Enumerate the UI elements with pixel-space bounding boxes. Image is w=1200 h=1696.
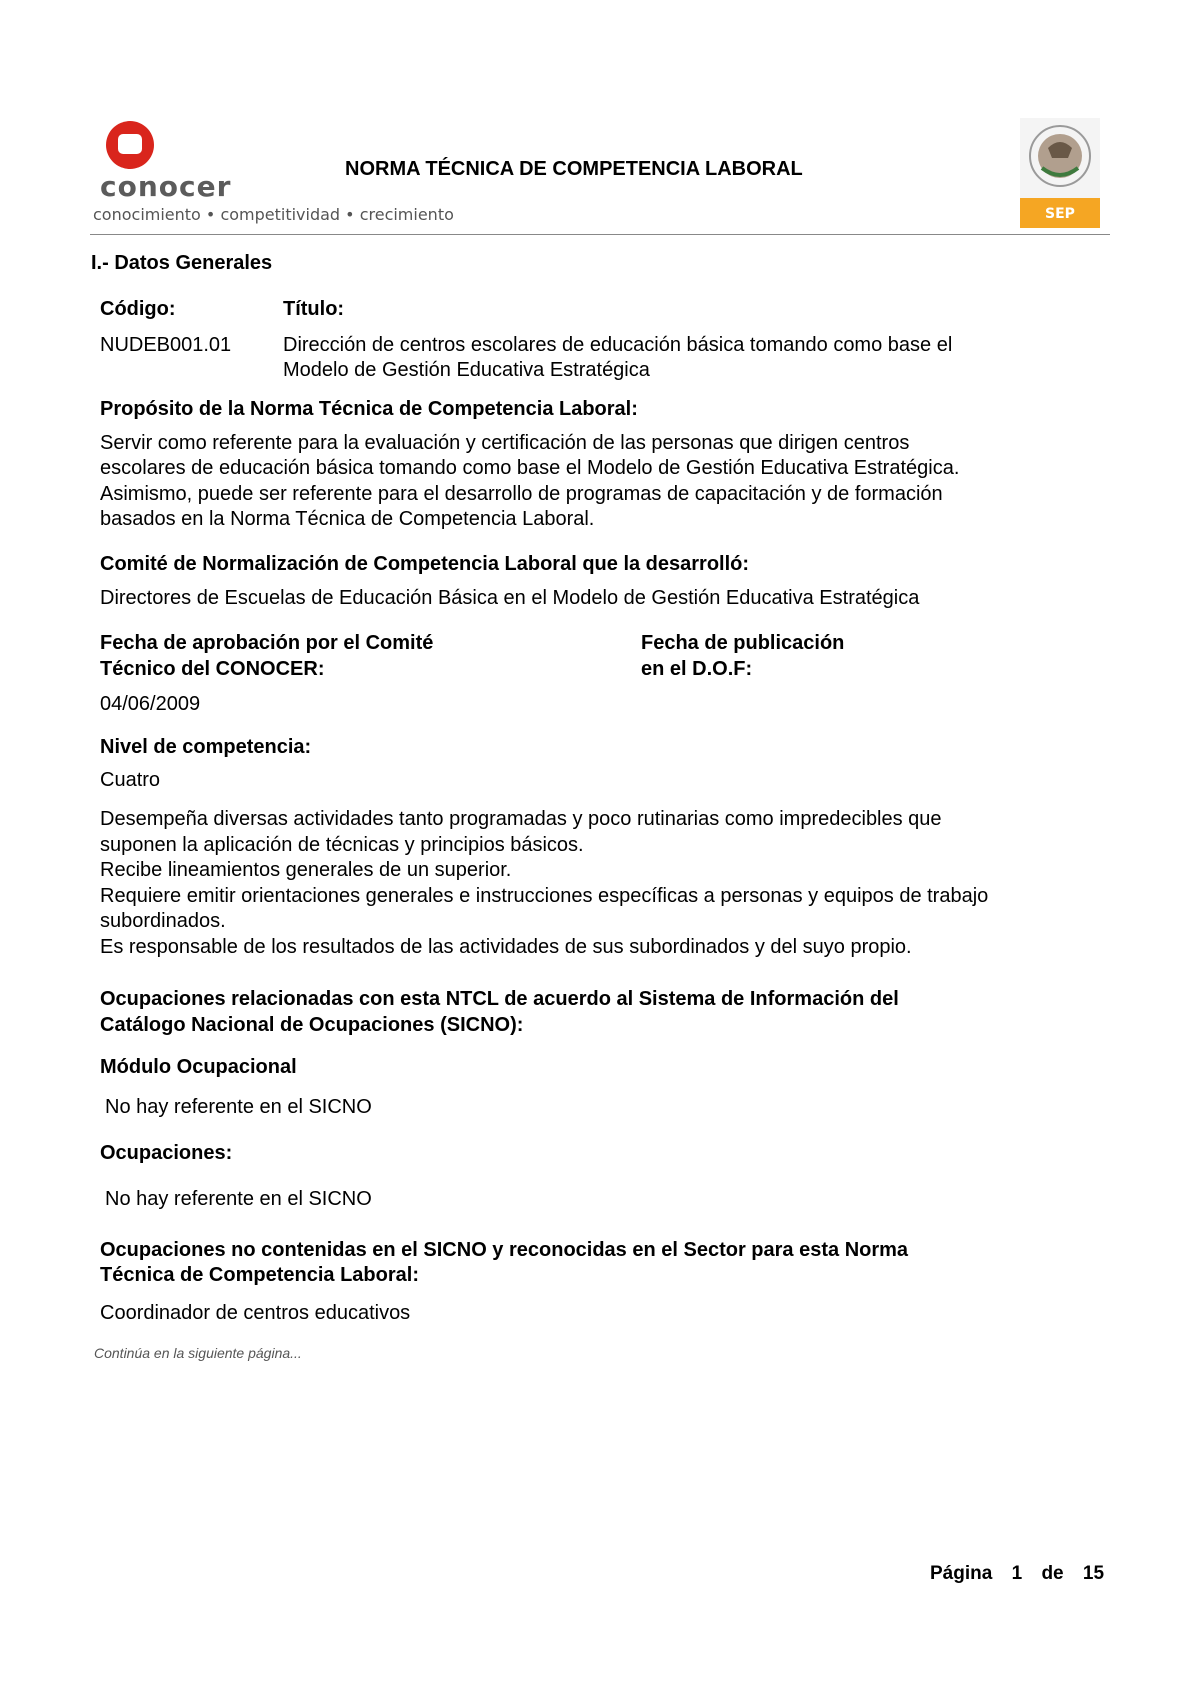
ocupaciones-no-contenidas-label-line-1: Ocupaciones no contenidas en el SICNO y reconocidas en el Sector para esta Norma: [100, 1239, 909, 1261]
ocupaciones-no-contenidas-value: Coordinador de centros educativos: [100, 1302, 411, 1324]
nivel-desc-line-5: subordinados.: [100, 910, 226, 932]
proposito-label: Propósito de la Norma Técnica de Competencia Laboral:: [100, 398, 638, 420]
document-title: NORMA TÉCNICA DE COMPETENCIA LABORAL: [345, 158, 803, 180]
nivel-desc-line-1: Desempeña diversas actividades tanto programadas y poco rutinarias como impredecibles que: [100, 808, 942, 830]
total-pages: 15: [1082, 1563, 1105, 1584]
of-label: de: [1041, 1563, 1064, 1584]
nivel-desc-line-6: Es responsable de los resultados de las actividades de sus subordinados y del suyo propio.: [100, 936, 912, 958]
proposito-line-3: Asimismo, puede ser referente para el desarrollo de programas de capacitación y de formación: [100, 483, 943, 505]
nivel-desc-line-2: suponen la aplicación de técnicas y principios básicos.: [100, 834, 584, 856]
comite-label: Comité de Normalización de Competencia Laboral que la desarrolló:: [100, 553, 750, 575]
fecha-aprobacion-label-line-1: Fecha de aprobación por el Comité: [100, 632, 434, 654]
ocupaciones-relacionadas-label-line-1: Ocupaciones relacionadas con esta NTCL de acuerdo al Sistema de Información del: [100, 988, 899, 1010]
page-label: Página: [930, 1563, 993, 1584]
page-number: 1: [1011, 1563, 1023, 1584]
nivel-desc-line-3: Recibe lineamientos generales de un superior.: [100, 859, 512, 881]
codigo-label: Código:: [100, 298, 176, 320]
fecha-publicacion-label-line-2: en el D.O.F:: [641, 658, 753, 680]
titulo-value-line-2: Modelo de Gestión Educativa Estratégica: [283, 359, 650, 381]
ocupaciones-no-contenidas-label-line-2: Técnica de Competencia Laboral:: [100, 1264, 419, 1286]
section-heading: I.- Datos Generales: [91, 252, 273, 274]
sep-label: SEP: [1045, 206, 1075, 222]
nivel-value: Cuatro: [100, 769, 161, 791]
proposito-line-1: Servir como referente para la evaluación y certificación de las personas que dirigen centros: [100, 432, 910, 454]
titulo-value-line-1: Dirección de centros escolares de educación básica tomando como base el: [283, 334, 953, 356]
continue-note: Continúa en la siguiente página...: [94, 1345, 302, 1361]
fecha-publicacion-label-line-1: Fecha de publicación: [641, 632, 845, 654]
modulo-ocupacional-label: Módulo Ocupacional: [100, 1056, 297, 1078]
nivel-desc-line-4: Requiere emitir orientaciones generales e instrucciones específicas a personas y equipos de trabajo: [100, 885, 989, 907]
ocupaciones-label: Ocupaciones:: [100, 1142, 233, 1164]
comite-value: Directores de Escuelas de Educación Básica en el Modelo de Gestión Educativa Estratégica: [100, 587, 920, 609]
ocupaciones-value: No hay referente en el SICNO: [105, 1188, 372, 1210]
titulo-label: Título:: [283, 298, 345, 320]
fecha-aprobacion-value: 04/06/2009: [100, 693, 201, 715]
proposito-line-4: basados en la Norma Técnica de Competencia Laboral.: [100, 508, 595, 530]
header-divider: [90, 234, 1110, 235]
conocer-logo-word: conocer: [100, 170, 232, 203]
codigo-value: NUDEB001.01: [100, 334, 232, 356]
ocupaciones-relacionadas-label-line-2: Catálogo Nacional de Ocupaciones (SICNO):: [100, 1014, 524, 1036]
nivel-label: Nivel de competencia:: [100, 736, 312, 758]
page-footer: [930, 1563, 1104, 1585]
fecha-aprobacion-label-line-2: Técnico del CONOCER:: [100, 658, 325, 680]
conocer-tagline: conocimiento • competitividad • crecimiento: [93, 205, 454, 224]
conocer-logo-mark: [100, 118, 160, 172]
proposito-line-2: escolares de educación básica tomando como base el Modelo de Gestión Educativa Estratégica.: [100, 457, 960, 479]
mexico-seal-logo: [1020, 118, 1100, 228]
modulo-ocupacional-value: No hay referente en el SICNO: [105, 1096, 372, 1118]
